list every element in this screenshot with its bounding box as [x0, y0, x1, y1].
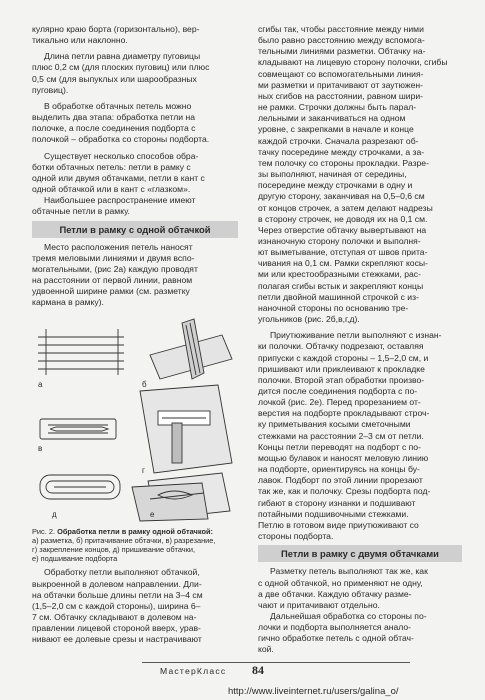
figure-label-e: е	[150, 509, 155, 519]
buttonhole-illustration	[32, 315, 238, 523]
paragraph: Разметку петель выполняют так же, как с одной обтачкой, но применяют не одну, а две обтачки. Каждую обтачку разме- чают и притачивают отдельно.	[258, 566, 428, 610]
figure-label-v: в	[38, 443, 43, 453]
figure-2	[32, 315, 238, 523]
paragraph: Существует несколько способов обра- ботки обтачных петель: петли в рамку с одной или двумя обтачками, петли в кант с одной обтачкой или в кант с «глазком».	[32, 150, 205, 195]
caption-title: Обработка петли в рамку одной обтачкой:	[57, 526, 213, 536]
paragraph: сгибы так, чтобы расстояние между ними было равно расстоянию между вспомога- тельными линиями разметки. Обтачку на- кладывают на лицевую сторону полочки, сгибы совмещают со вспомогательными линия- ми разметки и притачивают от заутюжен- ных сгибов на расстоянии, равном шири- не рамки. Строчки должны быть парал- лельными и заканчиваться на одном уровне, с закрепками в начале и конце каждой строчки. Сначала разрезают об- тачку посередине между строчками, а за- тем полочку со стороны прокладки. Разре- зы выполняют, начиная от середины, посередине между строчками в одну и другую сторону, заканчивая на 0,5–0,6 см от концов строчек, а затем делают надрезы в сторону строчек, не доводя их на 0,1 см. Через отверстие обтачку вывертывают на изнаночную сторону полочки и выполня- ют выметывание, отступая от швов прита- чивания на 0,1 см. Рамки скрепляют косы- ми или крестообразными стежками, рас- полагая сгибы встык и закрепляют концы петли двойной машинной строчкой с из- наночной стороны по основанию тре- угольников (рис. 2б,в,г,д).	[258, 24, 448, 325]
footer-rule	[142, 662, 410, 663]
caption-text: а) разметка, б) притачивание обтачки, в) разрезание, г) закрепление концов, д) пришивание обтачки, е) подшивание подборта	[32, 535, 216, 564]
facing-sewn-illustration	[40, 475, 120, 499]
ends-secured-illustration	[140, 385, 232, 473]
underfacing-illustration	[132, 473, 230, 521]
section-heading: Петли в рамку с одной обтачкой	[32, 221, 238, 238]
cut-illustration	[40, 419, 116, 439]
paragraph: Длина петли равна диаметру пуговицы плюс 0,2 см (для плоских пуговиц) или плюс 0,5 см (для выпуклых или шарообразных пуговиц).	[32, 51, 210, 95]
paragraph: Приутюживание петли выполняют с изнан- ки полочки. Обтачку подрезают, оставляя припуски с каждой стороны – 1,5–2,0 см, и пришивают или приклеивают к прокладке полочки. Второй этап обработки произво- дится после соединения подборта с по- лочкой (рис. 2е). Перед прорезанием от- верстия на подборте прокладывают строч- ку приметывания косыми сметочными стежками на расстоянии 2–3 см от петли. Концы петли переводят на подборт с по- мощью булавок и наносят меловую линию на подборте, ориентируясь на концы бу- лавок. Подборт по этой линии прорезают так же, как и полочку. Срезы подборта под- гибают в сторону изнанки и подшивают потайными подшивочными стежками. Петлю в готовом виде приутюживают со стороны подборта.	[258, 330, 442, 542]
paragraph: Дальнейшая обработка со стороны по- лочки и подборта выполняется анало- гично обработке петель с одной обтач- кой.	[258, 610, 427, 655]
section-heading: Петли в рамку с двумя обтачками	[258, 545, 462, 562]
figure-label-d: д	[52, 509, 57, 519]
figure-label-a: а	[38, 379, 43, 389]
caption-prefix: Рис. 2.	[32, 526, 56, 536]
facing-stitched-illustration	[150, 319, 232, 379]
source-url[interactable]: http://www.liveinternet.ru/users/galina_o/	[228, 686, 399, 697]
paragraph: Обработку петли выполняют обтачкой, выкроенной в долевом направлении. Дли- на обтачки больше длины петли на 3–4 см (1,5–2,0 см с каждой стороны), ширина 6– 7 см. Обтачку складывают в долевом на- правлении лицевой стороной вверх, урав- нивают ее долевые срезы и настрачивают	[32, 567, 203, 645]
figure-caption	[32, 527, 238, 564]
left-column	[32, 24, 238, 646]
figure-label-g: г	[142, 465, 145, 475]
paragraph: Наибольшее распространение имеют обтачные петли в рамку.	[32, 195, 196, 217]
paragraph: кулярно краю борта (горизонтально), вер- тикально или наклонно.	[32, 24, 200, 46]
marking-lines-illustration	[38, 329, 124, 375]
right-column	[258, 24, 462, 656]
paragraph: В обработке обтачных петель можно выделить два этапа: обработка петли на полочке, а после соединения подборта с полочкой – обработка со стороны подборта.	[32, 100, 210, 145]
magazine-name: МастерКласс	[160, 666, 227, 676]
paragraph: Место расположения петель наносят тремя меловыми линиями и двумя вспо- могательными, (рис 2а) каждую проводят на расстоянии от первой линии, равном удвоенной ширине рамки (см. разметку кармана в рамку).	[32, 241, 198, 308]
figure-label-b: б	[142, 379, 147, 389]
page-number: 84	[252, 663, 264, 677]
